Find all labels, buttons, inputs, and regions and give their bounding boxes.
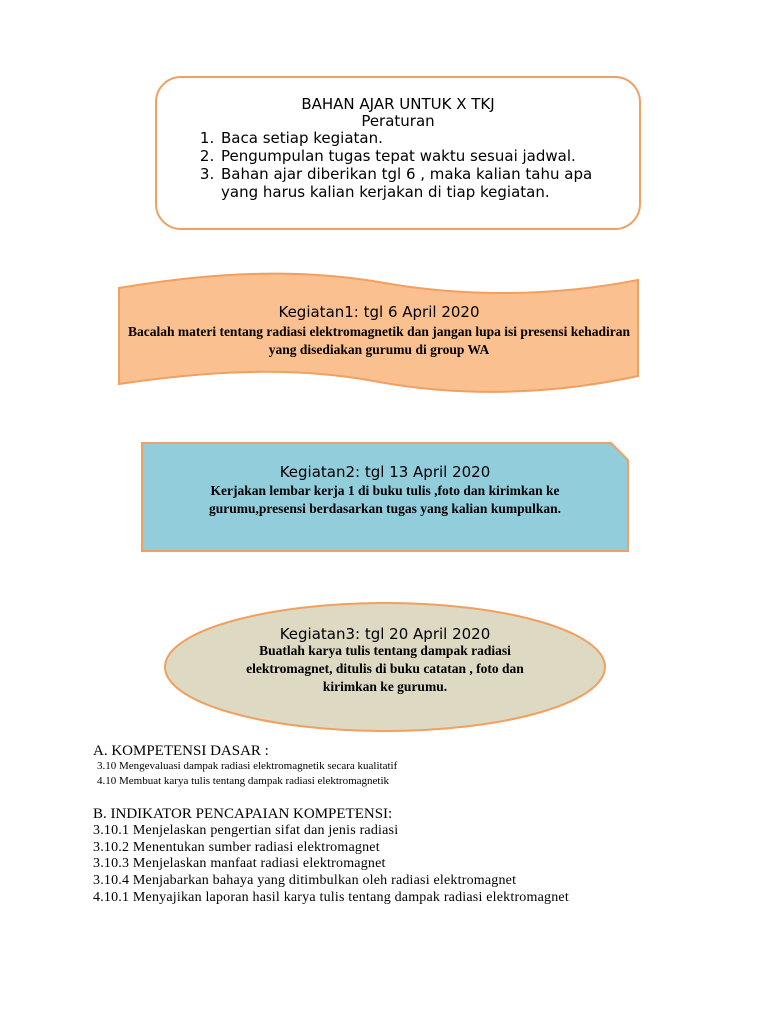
rules-title: BAHAN AJAR UNTUK X TKJ	[301, 95, 495, 113]
activity-1-card	[116, 268, 642, 396]
activity-2-title: Kegiatan2: tgl 13 April 2020	[279, 463, 491, 481]
indikator-item: 3.10.2 Menentukan sumber radiasi elektromagnet	[93, 840, 380, 855]
activity-1-description: Bacalah materi tentang radiasi elektromagnetik dan jangan lupa isi presensi kehadiran yang disediakan gurumu di group WA	[127, 324, 631, 357]
indikator-item: 3.10.4 Menjabarkan bahaya yang ditimbulkan oleh radiasi elektromagnet	[93, 873, 517, 888]
rule-item: 3. Bahan ajar diberikan tgl 6 , maka kalian tahu apa yang harus kalian kerjakan di tiap kegiatan.	[219, 165, 619, 201]
activity-1-title: Kegiatan1: tgl 6 April 2020	[278, 303, 480, 321]
rule-item: 1. Baca setiap kegiatan.	[219, 129, 619, 147]
indikator-item: 4.10.1 Menyajikan laporan hasil karya tulis tentang dampak radiasi elektromagnet	[93, 890, 569, 905]
activity-2-description: Kerjakan lembar kerja 1 di buku tulis ,foto dan kirimkan ke gurumu,presensi berdasarkan tugas yang kalian kumpulkan.	[209, 483, 561, 516]
kompetensi-item: 4.10 Membuat karya tulis tentang dampak radiasi elektromagnetik	[97, 775, 390, 787]
indikator-item: 3.10.3 Menjelaskan manfaat radiasi elektromagnet	[93, 856, 386, 871]
kompetensi-heading: A. KOMPETENSI DASAR :	[93, 743, 269, 759]
activity-3-description: Buatlah karya tulis tentang dampak radiasi elektromagnet, ditulis di buku catatan , foto dan kirimkan ke gurumu.	[246, 643, 524, 694]
indikator-heading: B. INDIKATOR PENCAPAIAN KOMPETENSI:	[93, 806, 393, 822]
rules-box	[155, 76, 641, 230]
activity-3-title: Kegiatan3: tgl 20 April 2020	[279, 625, 491, 643]
rules-subtitle: Peraturan	[361, 112, 435, 130]
rule-item: 2. Pengumpulan tugas tepat waktu sesuai jadwal.	[219, 147, 619, 165]
activity-2-card	[141, 442, 629, 552]
rules-list	[193, 129, 619, 201]
activity-3-card	[163, 601, 607, 733]
indikator-item: 3.10.1 Menjelaskan pengertian sifat dan jenis radiasi	[93, 823, 399, 838]
kompetensi-item: 3.10 Mengevaluasi dampak radiasi elektromagnetik secara kualitatif	[97, 760, 398, 772]
